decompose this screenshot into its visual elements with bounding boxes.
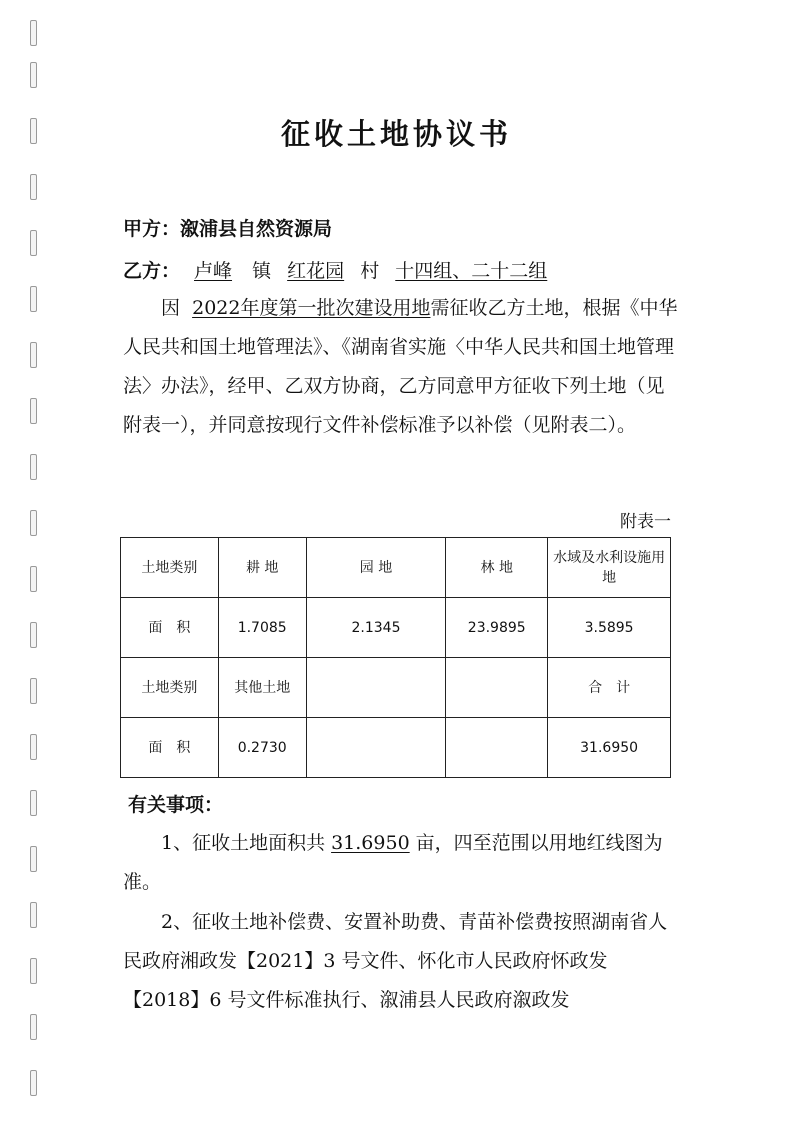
- table-cell: 2.1345: [306, 598, 446, 658]
- document-title: 征收土地协议书: [280, 117, 512, 151]
- table-cell: 0.2730: [218, 718, 306, 778]
- binding-hole: [30, 230, 37, 256]
- binding-hole: [30, 286, 37, 312]
- table-cell: 3.5895: [548, 598, 671, 658]
- table-cell: 31.6950: [548, 718, 671, 778]
- table-cell: 园 地: [306, 538, 446, 598]
- binding-hole: [30, 510, 37, 536]
- table-cell: 土地类别: [121, 658, 219, 718]
- party-b-village-suffix: 村: [360, 260, 380, 282]
- party-a-label: 甲方：: [123, 218, 181, 240]
- binding-hole: [30, 958, 37, 984]
- party-b-label: 乙方：: [123, 260, 181, 282]
- table-cell: 面 积: [121, 598, 219, 658]
- table-cell: [446, 718, 548, 778]
- binding-hole: [30, 790, 37, 816]
- table-cell: 耕 地: [218, 538, 306, 598]
- binding-hole: [30, 398, 37, 424]
- table-cell: 合 计: [548, 658, 671, 718]
- land-table: [120, 537, 671, 778]
- table-cell: 23.9895: [446, 598, 548, 658]
- item-2-paragraph: [123, 903, 683, 1020]
- party-b-village: 红花园: [287, 260, 345, 282]
- table-cell: 其他土地: [218, 658, 306, 718]
- item-1-suffix: 亩，四至范围以用地红线图为准。: [123, 832, 663, 893]
- appendix-label: 附表一: [620, 512, 671, 532]
- binding-holes: [0, 0, 50, 1122]
- binding-hole: [30, 62, 37, 88]
- binding-hole: [30, 566, 37, 592]
- item-2-text: 2、征收土地补偿费、安置补助费、青苗补偿费按照湖南省人民政府湘政发【2021】3 号文件、怀化市人民政府怀政发【2018】6 号文件标准执行、溆浦县人民政府溆政发: [123, 911, 668, 1011]
- intro-paragraph: [123, 289, 683, 445]
- table-cell: [446, 658, 548, 718]
- intro-prefix: 因: [161, 297, 181, 319]
- party-b-town: 卢峰: [194, 260, 233, 282]
- binding-hole: [30, 20, 37, 46]
- binding-hole: [30, 622, 37, 648]
- matters-heading: 有关事项：: [128, 794, 224, 816]
- party-b-groups: 十四组、二十二组: [395, 260, 548, 282]
- party-b-town-suffix: 镇: [252, 260, 272, 282]
- binding-hole: [30, 678, 37, 704]
- binding-hole: [30, 734, 37, 760]
- table-row: [121, 718, 671, 778]
- table-row: [121, 598, 671, 658]
- binding-hole: [30, 454, 37, 480]
- binding-hole: [30, 342, 37, 368]
- intro-project: 2022年度第一批次建设用地: [192, 297, 431, 319]
- binding-hole: [30, 902, 37, 928]
- table-cell: [306, 718, 446, 778]
- party-b-line: [123, 256, 557, 283]
- table-cell: 1.7085: [218, 598, 306, 658]
- table-cell: 水域及水利设施用地: [548, 538, 671, 598]
- binding-hole: [30, 846, 37, 872]
- item-1-prefix: 1、征收土地面积共: [161, 832, 326, 854]
- binding-hole: [30, 174, 37, 200]
- table-cell: 林 地: [446, 538, 548, 598]
- table-row: [121, 658, 671, 718]
- party-a-line: [123, 214, 332, 241]
- intro-text: 需征收乙方土地，根据《中华人民共和国土地管理法》、《湖南省实施〈中华人民共和国土地管理法〉办法》，经甲、乙双方协商，乙方同意甲方征收下列土地（见附表一），并同意按现行文件补偿标准予以补偿（见附表二）。: [123, 297, 678, 436]
- item-1-paragraph: [123, 824, 683, 902]
- binding-hole: [30, 1070, 37, 1096]
- table-cell: 土地类别: [121, 538, 219, 598]
- table-row: [121, 538, 671, 598]
- item-1-area: 31.6950: [331, 832, 410, 854]
- party-a-value: 溆浦县自然资源局: [180, 218, 333, 240]
- table-cell: 面 积: [121, 718, 219, 778]
- table-cell: [306, 658, 446, 718]
- binding-hole: [30, 1014, 37, 1040]
